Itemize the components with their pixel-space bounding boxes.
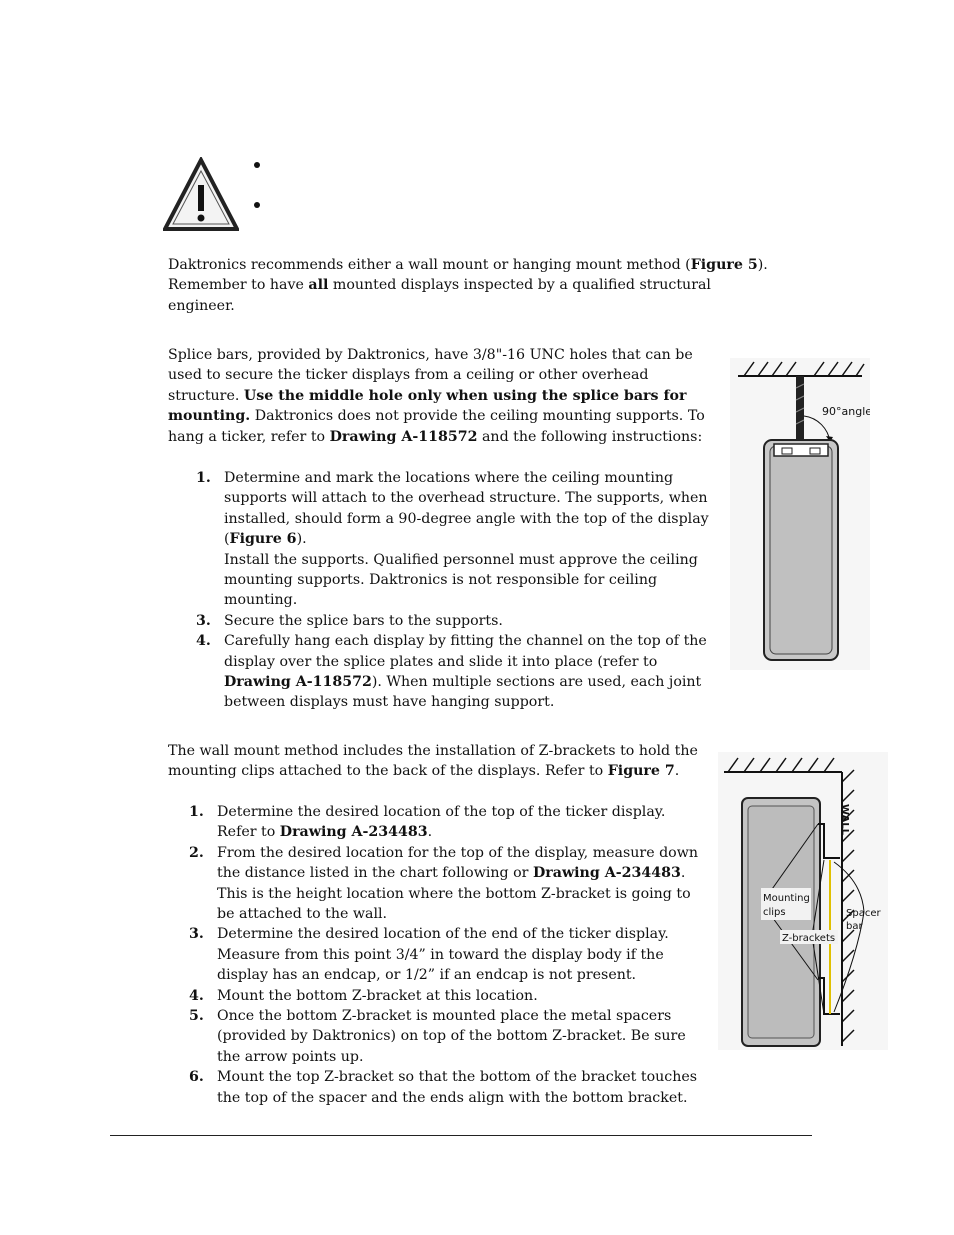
fig6-angle-label: 90°angle [822, 405, 870, 418]
wall-paragraph: The wall mount method includes the installation of Z-brackets to hold the mounting clips attached to the back of the displays. Refer to Figure 7. [168, 743, 698, 780]
hanging-paragraph: Splice bars, provided by Daktronics, have 3/8"-16 UNC holes that can be used to secure the ticker displays from a ceiling or other overhead structure. Use the middle hole only when using the splice bars for mounting. Daktronics does not provide the ceiling mounting supports. To hang a ticker, refer to Drawing A-118572 and the following instructions: [168, 347, 705, 445]
warning-triangle-icon [163, 157, 239, 233]
footer-rule [110, 1135, 812, 1136]
fig7-wall-label: WALL [839, 804, 850, 836]
warning-bullet-2 [254, 202, 260, 208]
fig7-z-brackets-label: Z-brackets [782, 933, 836, 944]
wall-steps [189, 802, 705, 1108]
list-item: 1. Determine the desired location of the top of the ticker display. Refer to Drawing A-234483. [189, 804, 666, 841]
list-item: 5. Once the bottom Z-bracket is mounted place the metal spacers (provided by Daktronics) on top of the bottom Z-bracket. Be sure the arrow points up. [189, 1008, 686, 1065]
intro-paragraph: Daktronics recommends either a wall mount or hanging mount method (Figure 5). Remember to have all mounted displays inspected by a qualified structural engineer. [168, 257, 768, 314]
warning-icon-box [163, 157, 239, 233]
fig7-mounting-clips-label: Mounting clips [763, 893, 810, 918]
warning-bullet-1 [254, 162, 260, 168]
list-item: 4. Mount the bottom Z-bracket at this location. [189, 987, 538, 1004]
list-item: 4. Carefully hang each display by fitting the channel on the top of the display over the splice plates and slide it into place (refer to Drawing A-118572). When multiple sections are used, each joint between displays must have hanging support. [196, 633, 707, 711]
list-item: 2. From the desired location for the top of the display, measure down the distance listed in the chart following or Drawing A-234483. This is the height location where the bottom Z-bracket is going to be attached to the wall. [189, 844, 699, 923]
drawing-a-118572-ref: Drawing A-118572 [329, 428, 478, 445]
list-item: 3. Determine the desired location of the end of the ticker display. Measure from this point 3/4” in toward the display body if the display has an endcap, or 1/2” if an endcap is not present. [189, 926, 669, 984]
hanging-steps [196, 468, 720, 713]
list-item: 1. Determine and mark the locations where the ceiling mounting supports will attach to the overhead structure. The supports, when installed, should form a 90-degree angle with the top of the display (Figure 6). Install the supports. Qualified personnel must approve the ceiling mounting supports. Daktronics is not responsible for ceiling mounting. [196, 470, 709, 609]
figure-6-hanging-mount [730, 358, 870, 670]
figure-7-wall-mount [718, 752, 888, 1050]
figure-7-ref: Figure 7 [607, 763, 675, 780]
fig7-spacer-bar-label: Spacer bar [846, 908, 881, 932]
list-item: 6. Mount the top Z-bracket so that the bottom of the bracket touches the top of the spacer and the ends align with the bottom bracket. [189, 1069, 698, 1106]
list-item: 3. Secure the splice bars to the supports. [196, 612, 503, 629]
figure-5-ref: Figure 5 [690, 257, 758, 273]
